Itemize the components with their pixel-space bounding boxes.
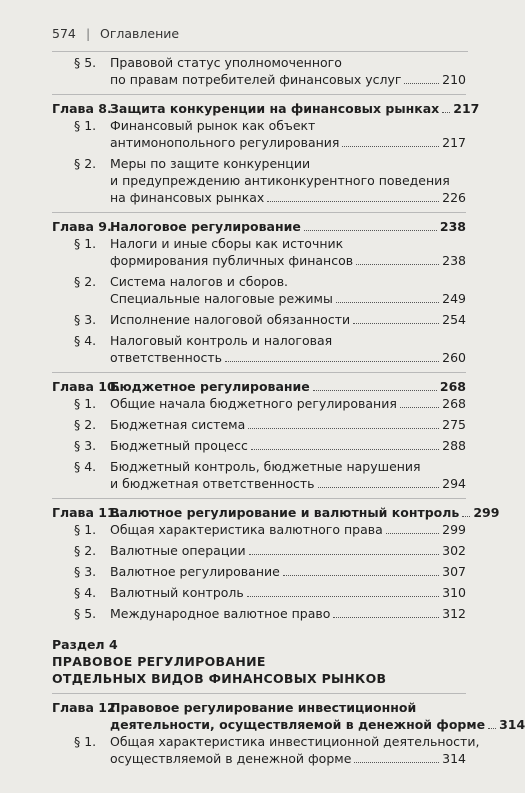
toc-section-entry[interactable] xyxy=(52,563,466,580)
section-label: § 2. xyxy=(74,543,97,558)
entry-title-line xyxy=(110,437,466,454)
title-text: Налоговое регулирование xyxy=(110,219,301,234)
part-title-line: ПРАВОВОЕ РЕГУЛИРОВАНИЕ xyxy=(52,654,266,669)
entry-title-line xyxy=(110,699,466,716)
dot-leader xyxy=(251,449,439,450)
section-label: § 1. xyxy=(74,734,97,749)
toc-section-entry[interactable] xyxy=(52,584,466,601)
page-number: 574 xyxy=(52,26,76,41)
toc-section-entry[interactable] xyxy=(52,311,466,328)
title-text: осуществляемой в денежной форме xyxy=(110,751,352,766)
title-text: деятельности, осуществляемой в денежной форме xyxy=(110,717,486,732)
dot-leader xyxy=(356,264,439,265)
entry-title-line xyxy=(110,54,466,71)
title-text: Бюджетная система xyxy=(110,417,246,432)
page-reference: 238 xyxy=(439,219,466,234)
entry-title xyxy=(110,117,466,151)
entry-title-line xyxy=(110,252,466,269)
dot-leader xyxy=(249,554,440,555)
page-reference: 314 xyxy=(499,717,525,732)
chapter-divider xyxy=(52,372,466,373)
entry-title xyxy=(110,542,466,559)
chapter-label: Глава 11. xyxy=(52,505,121,520)
title-text: Общие начала бюджетного регулирования xyxy=(110,396,397,411)
title-text: Международное валютное право xyxy=(110,606,331,621)
entry-title-line xyxy=(110,100,480,117)
entry-title-line xyxy=(110,416,466,433)
toc-chapter-entry[interactable] xyxy=(52,699,525,733)
chapter-label: Глава 10. xyxy=(52,379,121,394)
title-text: Валютное регулирование xyxy=(110,564,280,579)
entry-title xyxy=(110,155,466,206)
chapter-divider xyxy=(52,94,466,95)
dot-leader xyxy=(400,407,439,408)
toc-chapter-entry[interactable] xyxy=(52,100,480,117)
section-label: § 2. xyxy=(74,274,97,289)
toc-section-entry[interactable] xyxy=(52,117,466,151)
toc-section-entry[interactable] xyxy=(52,332,466,366)
entry-title xyxy=(110,504,500,521)
dot-leader xyxy=(247,596,439,597)
section-label: § 1. xyxy=(74,118,97,133)
dot-leader xyxy=(342,146,439,147)
dot-leader xyxy=(267,201,439,202)
page-reference: 275 xyxy=(442,417,466,432)
entry-title xyxy=(110,378,466,395)
part-title-line: ОТДЕЛЬНЫХ ВИДОВ ФИНАНСОВЫХ РЫНКОВ xyxy=(52,671,387,686)
part-heading xyxy=(52,636,466,687)
page-reference: 268 xyxy=(439,379,466,394)
toc-section-entry[interactable] xyxy=(52,416,466,433)
title-text: Правовое регулирование инвестиционной xyxy=(110,700,417,715)
entry-title-line xyxy=(110,504,500,521)
title-text: антимонопольного регулирования xyxy=(110,135,340,150)
page-reference: 238 xyxy=(442,253,466,268)
title-text: Бюджетный контроль, бюджетные нарушения xyxy=(110,459,421,474)
chapter-divider xyxy=(52,212,466,213)
page-reference: 294 xyxy=(442,476,466,491)
toc-chapter-entry[interactable] xyxy=(52,378,466,395)
dot-leader xyxy=(283,575,439,576)
title-text: Валютный контроль xyxy=(110,585,244,600)
title-text: на финансовых рынках xyxy=(110,190,265,205)
page-reference: 268 xyxy=(442,396,466,411)
toc-section-entry[interactable] xyxy=(52,273,466,307)
entry-title xyxy=(110,458,466,492)
dot-leader xyxy=(442,112,450,113)
entry-title-line xyxy=(110,521,466,538)
page-reference: 260 xyxy=(442,350,466,365)
entry-title-line xyxy=(110,716,525,733)
entry-title xyxy=(110,273,466,307)
toc-section-entry[interactable] xyxy=(52,437,466,454)
dot-leader xyxy=(336,302,439,303)
title-text: Валютные операции xyxy=(110,543,246,558)
entry-title xyxy=(110,605,466,622)
dot-leader xyxy=(386,533,439,534)
part-number: Раздел 4 xyxy=(52,637,118,652)
section-label: § 1. xyxy=(74,522,97,537)
entry-title xyxy=(110,563,466,580)
title-text: Общая характеристика валютного права xyxy=(110,522,383,537)
page-reference: 288 xyxy=(442,438,466,453)
entry-title-line xyxy=(110,134,466,151)
section-label: § 2. xyxy=(74,156,97,171)
section-label: § 3. xyxy=(74,564,97,579)
toc-section-entry[interactable] xyxy=(52,521,466,538)
chapter-label: Глава 9. xyxy=(52,219,112,234)
title-text: Правовой статус уполномоченного xyxy=(110,55,342,70)
toc-section-entry[interactable] xyxy=(52,733,480,767)
dot-leader xyxy=(304,230,437,231)
entry-title-line xyxy=(110,71,466,88)
title-text: Налоги и иные сборы как источник xyxy=(110,236,344,251)
title-text: Исполнение налоговой обязанности xyxy=(110,312,351,327)
entry-title xyxy=(110,521,466,538)
dot-leader xyxy=(248,428,439,429)
title-text: Система налогов и сборов. xyxy=(110,274,289,289)
section-label: § 4. xyxy=(74,459,97,474)
entry-title xyxy=(110,699,525,733)
title-text: ответственность xyxy=(110,350,222,365)
entry-title-line xyxy=(110,218,466,235)
section-label: § 4. xyxy=(74,333,97,348)
title-text: Финансовый рынок как объект xyxy=(110,118,316,133)
entry-title-line xyxy=(110,349,466,366)
entry-title-line xyxy=(110,332,466,349)
title-text: Бюджетное регулирование xyxy=(110,379,310,394)
table-of-contents xyxy=(52,54,525,771)
entry-title-line xyxy=(110,273,466,290)
title-text: Специальные налоговые режимы xyxy=(110,291,333,306)
entry-title-line xyxy=(110,235,466,252)
dot-leader xyxy=(313,390,437,391)
title-text: и бюджетная ответственность xyxy=(110,476,315,491)
section-label: § 3. xyxy=(74,312,97,327)
entry-title-line xyxy=(110,290,466,307)
page-reference: 302 xyxy=(442,543,466,558)
toc-chapter-entry[interactable] xyxy=(52,218,466,235)
title-text: формирования публичных финансов xyxy=(110,253,354,268)
page-reference: 299 xyxy=(473,505,500,520)
entry-title-line xyxy=(110,155,466,172)
toc-section-entry[interactable] xyxy=(52,605,466,622)
chapter-label: Глава 8. xyxy=(52,101,112,116)
dot-leader xyxy=(404,83,439,84)
entry-title-line xyxy=(110,475,466,492)
title-text: Бюджетный процесс xyxy=(110,438,248,453)
page-reference: 210 xyxy=(442,72,466,87)
title-text: по правам потребителей финансовых услуг xyxy=(110,72,402,87)
entry-title xyxy=(110,733,480,767)
entry-title-line xyxy=(110,584,466,601)
dot-leader xyxy=(318,487,440,488)
entry-title-line xyxy=(110,563,466,580)
toc-section-entry[interactable] xyxy=(52,235,466,269)
page-reference: 217 xyxy=(453,101,480,116)
dot-leader xyxy=(462,516,470,517)
title-text: Валютное регулирование и валютный контроль xyxy=(110,505,460,520)
running-header xyxy=(52,26,468,48)
page-reference: 307 xyxy=(442,564,466,579)
entry-title xyxy=(110,235,466,269)
entry-title xyxy=(110,332,466,366)
dot-leader xyxy=(333,617,439,618)
toc-chapter-entry[interactable] xyxy=(52,504,500,521)
page-reference: 310 xyxy=(442,585,466,600)
toc-section-entry[interactable] xyxy=(52,395,466,412)
entry-title xyxy=(110,54,466,88)
entry-title xyxy=(110,218,466,235)
entry-title-line xyxy=(110,172,466,189)
page-reference: 226 xyxy=(442,190,466,205)
entry-title xyxy=(110,416,466,433)
entry-title-line xyxy=(110,605,466,622)
dot-leader xyxy=(225,361,439,362)
dot-leader xyxy=(353,323,439,324)
header-title: Оглавление xyxy=(100,26,180,41)
entry-title-line xyxy=(110,378,466,395)
header-rule xyxy=(52,51,468,52)
section-label: § 1. xyxy=(74,396,97,411)
page-reference: 254 xyxy=(442,312,466,327)
header-separator: | xyxy=(86,26,91,41)
entry-title xyxy=(110,100,480,117)
toc-section-entry[interactable] xyxy=(52,54,466,88)
toc-section-entry[interactable] xyxy=(52,155,466,206)
entry-title-line xyxy=(110,189,466,206)
page-reference: 314 xyxy=(442,751,466,766)
entry-title xyxy=(110,437,466,454)
title-text: и предупреждению антиконкурентного поведения xyxy=(110,173,450,188)
entry-title-line xyxy=(110,395,466,412)
chapter-label: Глава 12. xyxy=(52,700,121,715)
entry-title-line xyxy=(110,733,480,750)
entry-title xyxy=(110,395,466,412)
entry-title-line xyxy=(110,542,466,559)
entry-title-line xyxy=(110,750,466,767)
section-label: § 5. xyxy=(74,55,97,70)
page-reference: 299 xyxy=(442,522,466,537)
chapter-divider xyxy=(52,498,466,499)
toc-section-entry[interactable] xyxy=(52,458,466,492)
entry-title xyxy=(110,311,466,328)
entry-title-line xyxy=(110,117,466,134)
section-label: § 2. xyxy=(74,417,97,432)
dot-leader xyxy=(354,762,439,763)
title-text: Общая характеристика инвестиционной деятельности, xyxy=(110,734,480,749)
chapter-divider xyxy=(52,693,466,694)
entry-title-line xyxy=(110,458,466,475)
section-label: § 1. xyxy=(74,236,97,251)
title-text: Защита конкуренции на финансовых рынках xyxy=(110,101,440,116)
section-label: § 5. xyxy=(74,606,97,621)
page-reference: 217 xyxy=(442,135,466,150)
page-reference: 249 xyxy=(442,291,466,306)
toc-section-entry[interactable] xyxy=(52,542,466,559)
title-text: Налоговый контроль и налоговая xyxy=(110,333,333,348)
entry-title xyxy=(110,584,466,601)
dot-leader xyxy=(488,728,496,729)
title-text: Меры по защите конкуренции xyxy=(110,156,311,171)
section-label: § 3. xyxy=(74,438,97,453)
page-reference: 312 xyxy=(442,606,466,621)
section-label: § 4. xyxy=(74,585,97,600)
entry-title-line xyxy=(110,311,466,328)
